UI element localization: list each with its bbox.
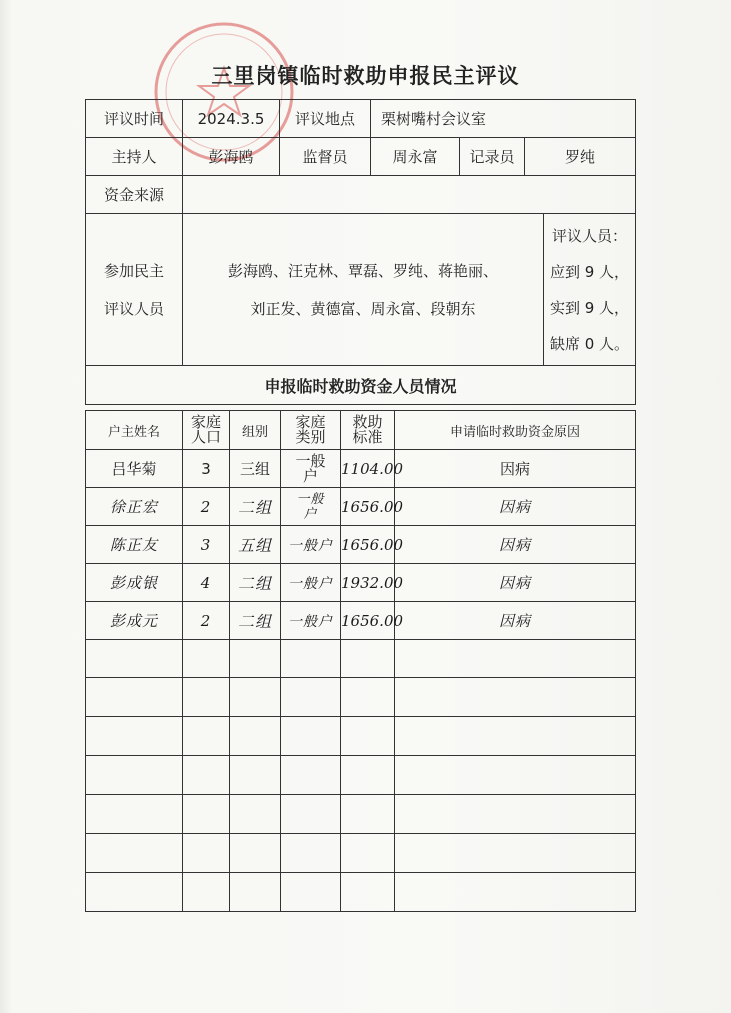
row-people: 3	[183, 526, 230, 564]
empty-cell	[395, 873, 636, 912]
row-standard: 1656.00	[341, 602, 395, 640]
empty-cell	[183, 834, 230, 873]
empty-cell	[341, 678, 395, 717]
empty-cell	[183, 756, 230, 795]
recorder-value: 罗纯	[525, 138, 636, 176]
col-type-header	[281, 411, 341, 450]
col-group-header: 组别	[230, 411, 281, 450]
empty-cell	[86, 640, 183, 678]
row-type-line-2: 户	[302, 466, 318, 485]
participants-label-line-2: 评议人员	[103, 299, 164, 318]
participants-label	[86, 214, 183, 366]
row-people: 3	[183, 450, 230, 488]
row-type: 一般户	[281, 526, 341, 564]
row-reason: 因病	[395, 488, 636, 526]
row-name: 彭成银	[86, 564, 183, 602]
row-group: 五组	[230, 526, 281, 564]
row-type	[281, 488, 341, 526]
empty-cell	[183, 640, 230, 678]
empty-cell	[341, 717, 395, 756]
empty-cell	[230, 873, 281, 912]
table-row-empty	[86, 756, 636, 795]
row-name: 徐正宏	[86, 488, 183, 526]
empty-cell	[341, 640, 395, 678]
table-row	[86, 526, 636, 564]
row-group: 三组	[230, 450, 281, 488]
empty-cell	[86, 678, 183, 717]
table-header-row	[86, 411, 636, 450]
time-label: 评议时间	[86, 100, 183, 138]
supervisor-value: 周永富	[371, 138, 460, 176]
col-household-header	[183, 411, 230, 450]
col-household-line-2: 人口	[190, 428, 221, 446]
empty-cell	[281, 717, 341, 756]
row-reason: 因病	[395, 602, 636, 640]
empty-cell	[281, 678, 341, 717]
table-row	[86, 602, 636, 640]
empty-cell	[341, 756, 395, 795]
empty-cell	[86, 873, 183, 912]
empty-cell	[395, 678, 636, 717]
col-household-line-1: 家庭	[190, 413, 221, 431]
participants-line-2: 刘正发、黄德富、周永富、段朝东	[250, 299, 476, 318]
empty-cell	[395, 834, 636, 873]
row-name: 彭成元	[86, 602, 183, 640]
row-type-line-2: 户	[303, 506, 318, 522]
recorder-label: 记录员	[460, 138, 525, 176]
row-reason: 因病	[395, 564, 636, 602]
row-group: 二组	[230, 488, 281, 526]
col-standard-line-1: 救助	[352, 413, 383, 431]
empty-cell	[395, 717, 636, 756]
stats-present: 实到 9 人，	[549, 298, 630, 317]
supervisor-label: 监督员	[280, 138, 371, 176]
empty-cell	[86, 756, 183, 795]
row-reason: 因病	[395, 526, 636, 564]
empty-cell	[341, 795, 395, 834]
empty-cell	[230, 834, 281, 873]
row-group: 二组	[230, 602, 281, 640]
col-standard-line-2: 标准	[352, 428, 383, 446]
row-type: 一般户	[281, 564, 341, 602]
empty-cell	[230, 640, 281, 678]
row-standard: 1656.00	[341, 488, 395, 526]
empty-cell	[230, 678, 281, 717]
section-title: 申报临时救助资金人员情况	[86, 366, 636, 405]
row-people: 2	[183, 602, 230, 640]
col-name-header: 户主姓名	[86, 411, 183, 450]
empty-cell	[281, 640, 341, 678]
row-name: 吕华菊	[86, 450, 183, 488]
empty-cell	[183, 717, 230, 756]
empty-cell	[281, 795, 341, 834]
empty-cell	[395, 756, 636, 795]
row-type-line-1: 一般	[296, 491, 325, 507]
meeting-info-table	[85, 99, 636, 405]
empty-cell	[395, 795, 636, 834]
participants-line-1: 彭海鸥、汪克林、覃磊、罗纯、蒋艳丽、	[227, 261, 498, 280]
col-type-line-1: 家庭	[295, 413, 326, 431]
attendance-stats	[544, 214, 636, 366]
host-value: 彭海鸥	[183, 138, 280, 176]
empty-cell	[86, 795, 183, 834]
place-label: 评议地点	[280, 100, 371, 138]
row-people: 4	[183, 564, 230, 602]
empty-cell	[86, 717, 183, 756]
participants-label-line-1: 参加民主	[103, 261, 164, 280]
row-name: 陈正友	[86, 526, 183, 564]
empty-cell	[230, 795, 281, 834]
table-row-empty	[86, 795, 636, 834]
empty-cell	[281, 756, 341, 795]
table-row	[86, 564, 636, 602]
col-standard-header	[341, 411, 395, 450]
table-row-empty	[86, 640, 636, 678]
stats-absent: 缺席 0 人。	[549, 334, 630, 353]
col-reason-header: 申请临时救助资金原因	[395, 411, 636, 450]
table-row	[86, 488, 636, 526]
row-standard: 1104.00	[341, 450, 395, 488]
empty-cell	[86, 834, 183, 873]
row-standard: 1656.00	[341, 526, 395, 564]
row-standard: 1932.00	[341, 564, 395, 602]
fund-label: 资金来源	[86, 176, 183, 214]
empty-cell	[183, 678, 230, 717]
row-group: 二组	[230, 564, 281, 602]
empty-cell	[281, 873, 341, 912]
empty-cell	[183, 873, 230, 912]
document-title: 三里岗镇临时救助申报民主评议	[211, 64, 520, 88]
col-type-line-2: 类别	[295, 428, 326, 446]
row-people: 2	[183, 488, 230, 526]
applicant-table	[85, 410, 636, 912]
empty-cell	[230, 756, 281, 795]
row-reason: 因病	[395, 450, 636, 488]
row-type: 一般户	[281, 602, 341, 640]
table-row-empty	[86, 834, 636, 873]
stats-label: 评议人员：	[551, 226, 627, 245]
time-value: 2024.3.5	[183, 100, 280, 138]
participants-list	[183, 214, 544, 366]
table-row-empty	[86, 717, 636, 756]
stats-expected: 应到 9 人，	[549, 262, 630, 281]
empty-cell	[281, 834, 341, 873]
empty-cell	[341, 873, 395, 912]
empty-cell	[183, 795, 230, 834]
table-row-empty	[86, 678, 636, 717]
row-type-line-1: 一般	[295, 451, 326, 470]
host-label: 主持人	[86, 138, 183, 176]
table-row	[86, 450, 636, 488]
table-row-empty	[86, 873, 636, 912]
empty-cell	[395, 640, 636, 678]
empty-cell	[230, 717, 281, 756]
empty-cell	[341, 834, 395, 873]
row-type	[281, 450, 341, 488]
fund-value	[183, 176, 636, 214]
place-value: 栗树嘴村会议室	[371, 100, 636, 138]
